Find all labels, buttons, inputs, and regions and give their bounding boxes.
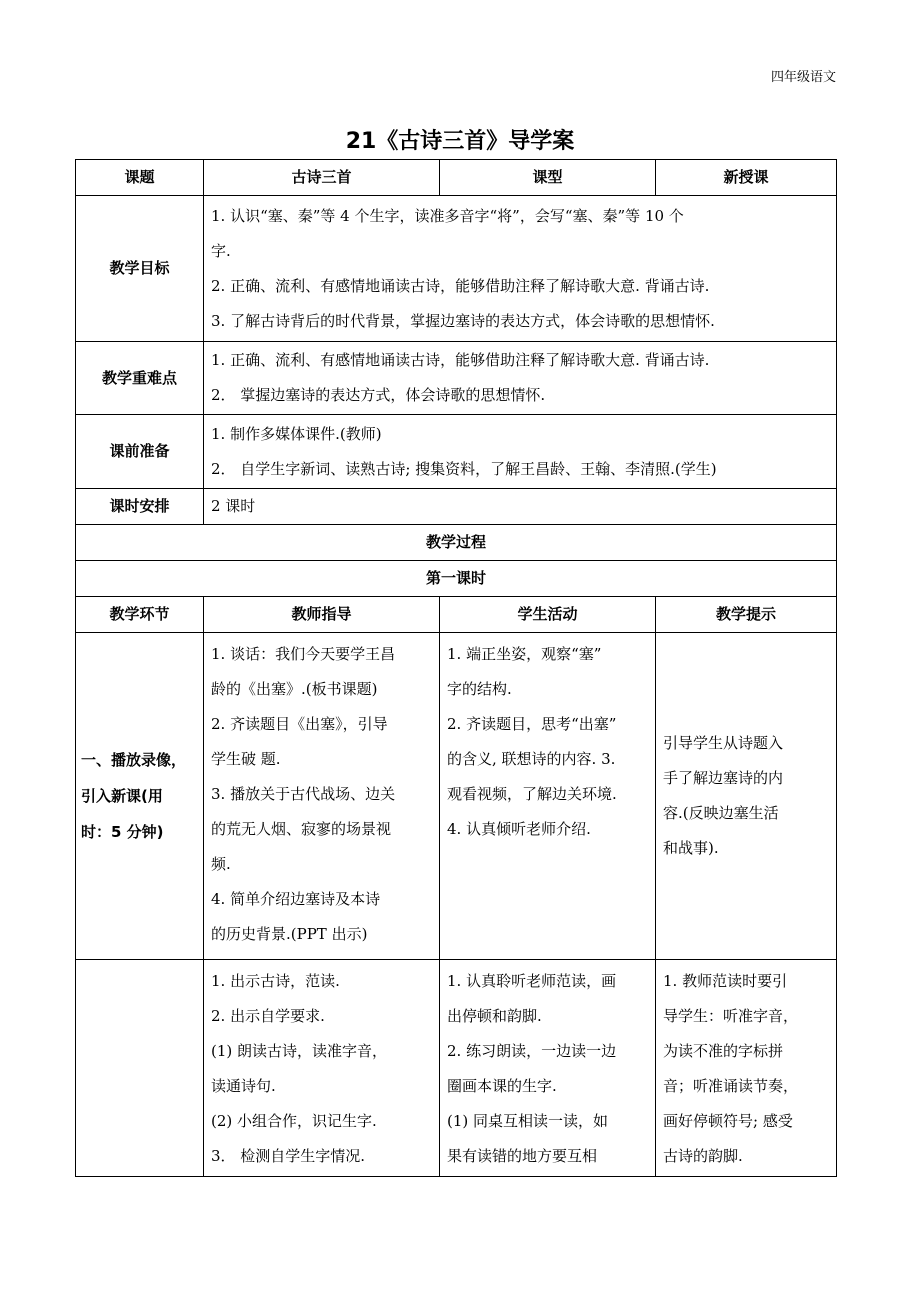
page-title: 21《古诗三首》导学案 — [345, 129, 575, 154]
preparation-line: 1. 制作多媒体课件.(教师) — [211, 424, 382, 443]
key-point-line: 1. 正确、流利、有感情地诵读古诗，能够借助注释了解诗歌大意. 背诵古诗. — [211, 351, 710, 369]
teacher-line: (1) 朗读古诗，读准字音， — [211, 1042, 388, 1060]
column-header: 教学环节 — [76, 597, 204, 633]
student-line: 的含义, 联想诗的内容. 3. — [447, 750, 616, 768]
student-line: 字的结构. — [447, 680, 512, 698]
student-line: 观看视频，了解边关环境. — [447, 785, 617, 803]
stage1-line: 引入新课(用 — [81, 787, 163, 805]
student-line: 1. 认真聆听老师范读，画 — [447, 972, 617, 990]
column-header: 学生活动 — [440, 597, 656, 633]
preparation-line: 2． 自学生字新词、读熟古诗; 搜集资料，了解王昌龄、王翰、李清照.(学生) — [211, 459, 717, 478]
hint-line: 手了解边塞诗的内 — [663, 769, 784, 787]
teacher-line: 1. 出示古诗，范读. — [211, 972, 340, 990]
stage2-teacher — [204, 960, 440, 1177]
key-points-row — [76, 342, 837, 415]
hint-line: 音；听准诵读节奏， — [663, 1077, 799, 1095]
teacher-line: 2. 齐读题目《出塞》，引导 — [211, 715, 388, 733]
teacher-line: 4. 简单介绍边塞诗及本诗 — [211, 890, 381, 908]
stage1-student — [440, 633, 656, 960]
teacher-line: 龄的《出塞》.(板书课题) — [211, 680, 378, 698]
teacher-line: 学生破 题. — [211, 750, 281, 768]
key-points-label: 教学重难点 — [76, 342, 204, 415]
stage2-student — [440, 960, 656, 1177]
schedule-row — [76, 489, 837, 525]
schedule-value: 2 课时 — [204, 489, 837, 525]
lesson-title-row — [76, 561, 837, 597]
type-value: 新授课 — [656, 160, 837, 196]
hint-line: 古诗的韵脚. — [663, 1147, 743, 1165]
stage1-hint — [656, 633, 837, 960]
stage2-hint — [656, 960, 837, 1177]
objective-line: 1. 认识“塞、秦”等 4 个生字，读准多音字“将”，会写“塞、秦”等 10 个 — [211, 206, 684, 225]
stage2-name — [76, 960, 204, 1177]
teacher-line: 频. — [211, 855, 231, 873]
student-line: (1) 同桌互相读一读，如 — [447, 1112, 609, 1130]
header-note: 四年级语文 — [770, 70, 836, 85]
teacher-line: 2. 出示自学要求. — [211, 1007, 325, 1025]
column-header: 教学提示 — [656, 597, 837, 633]
topic-value: 古诗三首 — [204, 160, 440, 196]
preparation-content — [204, 415, 837, 489]
objective-line: 3. 了解古诗背后的时代背景，掌握边塞诗的表达方式，体会诗歌的思想情怀. — [211, 311, 715, 330]
teacher-line: 的历史背景.(PPT 出示) — [211, 925, 368, 943]
student-line: 1. 端正坐姿，观察“塞” — [447, 645, 602, 663]
hint-line: 画好停顿符号; 感受 — [663, 1112, 793, 1130]
lesson-plan-table — [75, 159, 837, 1177]
stage1-line: 时：5 分钟) — [81, 823, 164, 841]
teacher-line: 3. 播放关于古代战场、边关 — [211, 785, 396, 803]
hint-line: 容.(反映边塞生活 — [663, 804, 779, 822]
stage1-name — [76, 633, 204, 960]
hint-line: 1. 教师范读时要引 — [663, 972, 788, 990]
objective-line: 2. 正确、流利、有感情地诵读古诗，能够借助注释了解诗歌大意. 背诵古诗. — [211, 276, 710, 295]
student-line: 2. 齐读题目，思考“出塞” — [447, 715, 617, 733]
column-header: 教师指导 — [204, 597, 440, 633]
stage2-row — [76, 960, 837, 1177]
hint-line: 和战事). — [663, 839, 719, 857]
info-row — [76, 160, 837, 196]
column-header-row — [76, 597, 837, 633]
student-line: 果有读错的地方要互相 — [447, 1147, 598, 1165]
lesson-title: 第一课时 — [76, 561, 837, 597]
teacher-line: 1. 谈话：我们今天要学王昌 — [211, 645, 396, 663]
preparation-label: 课前准备 — [76, 415, 204, 489]
topic-label: 课题 — [76, 160, 204, 196]
objective-line: 字. — [211, 241, 231, 260]
process-title-row — [76, 525, 837, 561]
teacher-line: 的荒无人烟、寂寥的场景视 — [211, 820, 392, 838]
student-line: 圈画本课的生字. — [447, 1077, 557, 1095]
objectives-content — [204, 196, 837, 342]
objectives-row — [76, 196, 837, 342]
key-point-line: 2． 掌握边塞诗的表达方式，体会诗歌的思想情怀. — [211, 386, 546, 404]
hint-line: 为读不准的字标拼 — [663, 1042, 784, 1060]
teacher-line: 读通诗句. — [211, 1077, 276, 1095]
stage1-row — [76, 633, 837, 960]
process-title: 教学过程 — [76, 525, 837, 561]
hint-line: 导学生：听准字音， — [663, 1007, 799, 1025]
type-label: 课型 — [440, 160, 656, 196]
teacher-line: 3． 检测自学生字情况. — [211, 1147, 366, 1165]
stage1-teacher — [204, 633, 440, 960]
objectives-label: 教学目标 — [76, 196, 204, 342]
hint-line: 引导学生从诗题入 — [663, 734, 784, 752]
stage1-line: 一、播放录像， — [81, 751, 187, 769]
key-points-content — [204, 342, 837, 415]
student-line: 4. 认真倾听老师介绍. — [447, 820, 591, 838]
student-line: 2. 练习朗读，一边读一边 — [447, 1042, 617, 1060]
schedule-label: 课时安排 — [76, 489, 204, 525]
preparation-row — [76, 415, 837, 489]
teacher-line: (2) 小组合作，识记生字. — [211, 1112, 377, 1130]
student-line: 出停顿和韵脚. — [447, 1007, 542, 1025]
